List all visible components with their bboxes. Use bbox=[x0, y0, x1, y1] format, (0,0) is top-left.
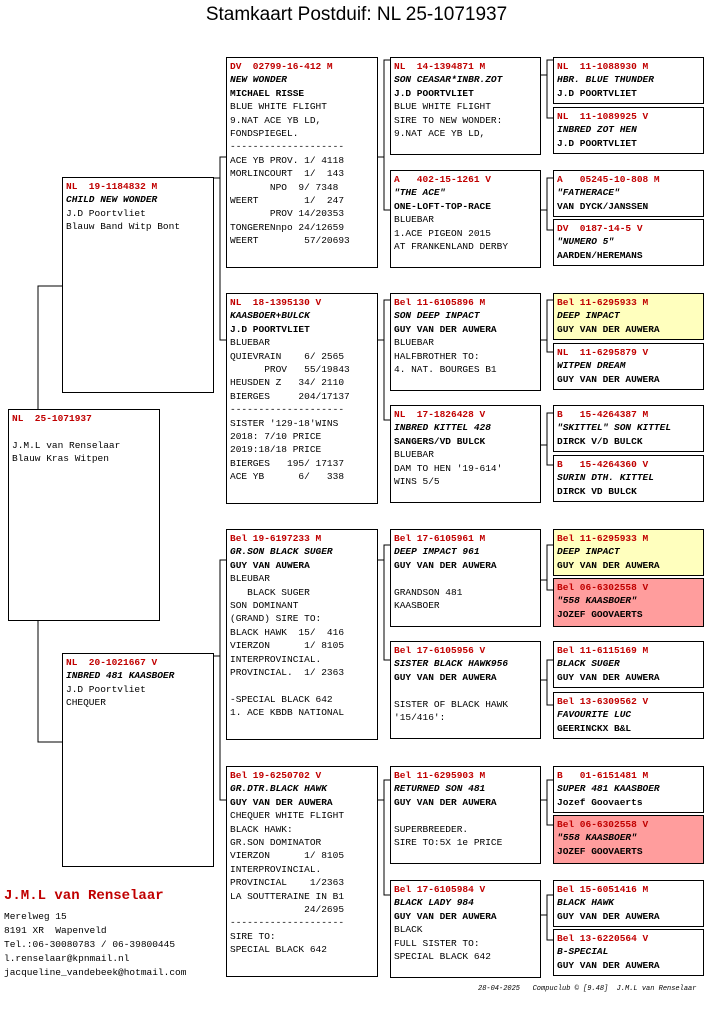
info-line: 1.ACE PIGEON 2015 bbox=[394, 227, 491, 239]
footer-credit: 28-04-2025 Compuclub © [9.48] J.M.L van Renselaar bbox=[478, 985, 697, 993]
info-line bbox=[394, 809, 537, 822]
info-line: BLUEBAR bbox=[394, 337, 434, 349]
gg-grandparent-card bbox=[553, 815, 704, 864]
ancestor-ring: A 05245-10-808 M bbox=[557, 174, 660, 185]
ancestor-name: B-SPECIAL bbox=[557, 946, 609, 958]
ancestor-owner: GUY VAN DER AUWERA bbox=[394, 796, 497, 808]
ancestor-ring: B 15-4264360 V bbox=[557, 459, 649, 470]
ancestor-owner: GUY VAN DER AUWERA bbox=[557, 323, 660, 335]
ancestor-name: DEEP INPACT bbox=[557, 546, 620, 558]
info-line: ACE YB PROV. 1/ 4118 bbox=[230, 154, 345, 166]
great-grandparent-card bbox=[390, 57, 541, 155]
grandparent-card bbox=[226, 766, 378, 977]
info-line: (GRAND) SIRE TO: bbox=[230, 613, 322, 625]
info-line: PROV 14/20353 bbox=[230, 208, 345, 220]
info-line: BLUE WHITE FLIGHT bbox=[394, 101, 491, 113]
gg-grandparent-card bbox=[553, 529, 704, 576]
ancestor-name: "NUMERO 5" bbox=[557, 236, 615, 248]
great-grandparent-card bbox=[390, 293, 541, 391]
info-line: INTERPROVINCIAL. bbox=[230, 653, 322, 665]
ancestor-name: BLACK SUGER bbox=[557, 658, 620, 670]
breeder-address: Merelweg 15 bbox=[4, 911, 67, 922]
ancestor-ring: DV 0187-14-5 V bbox=[557, 223, 643, 234]
ancestor-owner: GUY VAN DER AUWERA bbox=[557, 559, 660, 571]
ancestor-owner: DIRCK VD BULCK bbox=[557, 485, 637, 497]
grandparent-ring: DV 02799-16-412 M bbox=[230, 61, 333, 72]
ancestor-ring: Bel 11-6295933 M bbox=[557, 297, 649, 308]
ancestor-name: "558 KAASBOER" bbox=[557, 595, 637, 607]
info-line: KAASBOER bbox=[394, 600, 440, 612]
ancestor-ring: Bel 06-6302558 V bbox=[557, 819, 649, 830]
info-line: SIRE TO NEW WONDER: bbox=[394, 114, 503, 126]
breeder-name: J.M.L van Renselaar bbox=[4, 888, 164, 904]
gg-grandparent-card bbox=[553, 641, 704, 688]
ancestor-name: "SKITTEL" SON KITTEL bbox=[557, 422, 672, 434]
ancestor-owner: GUY VAN DER AUWERA bbox=[557, 671, 660, 683]
ancestor-ring: NL 11-1089925 V bbox=[557, 111, 649, 122]
ancestor-name: SURIN DTH. KITTEL bbox=[557, 472, 654, 484]
gg-grandparent-card bbox=[553, 219, 704, 266]
ancestor-ring: B 15-4264387 M bbox=[557, 409, 649, 420]
grandparent-owner: MICHAEL RISSE bbox=[230, 87, 305, 99]
ancestor-ring: Bel 06-6302558 V bbox=[557, 582, 649, 593]
info-line: WEERT 57/20693 bbox=[230, 235, 350, 247]
grandparent-ring: Bel 19-6197233 M bbox=[230, 533, 322, 544]
ancestor-name: INBRED ZOT HEN bbox=[557, 124, 637, 136]
ancestor-name: "558 KAASBOER" bbox=[557, 832, 637, 844]
ancestor-name: "THE ACE" bbox=[394, 187, 446, 199]
info-line bbox=[394, 684, 537, 697]
info-line: BIERGES 195/ 17137 bbox=[230, 457, 345, 469]
gg-grandparent-card bbox=[553, 170, 704, 217]
info-line: DAM TO HEN '19-614' bbox=[394, 462, 503, 474]
dam-owner: J.D Poortvliet bbox=[66, 683, 146, 695]
great-grandparent-card bbox=[390, 405, 541, 503]
info-line: PROVINCIAL. 1/ 2363 bbox=[230, 667, 345, 679]
sire-ring: NL 19-1184832 M bbox=[66, 181, 158, 192]
ancestor-ring: Bel 13-6220564 V bbox=[557, 933, 649, 944]
ancestor-ring: B 01-6151481 M bbox=[557, 770, 649, 781]
info-line: LA SOUTTERAINE IN B1 bbox=[230, 890, 345, 902]
info-line: TONGERENnpo 24/12659 bbox=[230, 221, 345, 233]
breeder-postcode: 8191 XR Wapenveld bbox=[4, 925, 107, 936]
ancestor-owner: J.D POORTVLIET bbox=[557, 87, 637, 99]
info-line: WEERT 1/ 247 bbox=[230, 195, 345, 207]
ancestor-name: DEEP INPACT bbox=[557, 310, 620, 322]
ancestor-owner: GUY VAN DER AUWERA bbox=[394, 910, 497, 922]
gg-grandparent-card bbox=[553, 692, 704, 739]
info-line: BLEUBAR bbox=[230, 573, 270, 585]
ancestor-name: SON CEASAR*INBR.ZOT bbox=[394, 74, 503, 86]
info-line: '15/416': bbox=[394, 712, 446, 724]
info-line: WINS 5/5 bbox=[394, 476, 440, 488]
info-line: ACE YB 6/ 338 bbox=[230, 471, 345, 483]
info-line: BLUEBAR bbox=[394, 449, 434, 461]
ancestor-ring: Bel 17-6105984 V bbox=[394, 884, 486, 895]
ancestor-name: "FATHERACE" bbox=[557, 187, 620, 199]
info-line: 9.NAT ACE YB LD, bbox=[230, 114, 322, 126]
gg-grandparent-card bbox=[553, 343, 704, 390]
ancestor-ring: Bel 13-6309562 V bbox=[557, 696, 649, 707]
ancestor-name: SISTER BLACK HAWK956 bbox=[394, 658, 509, 670]
info-line: SISTER OF BLACK HAWK bbox=[394, 698, 509, 710]
info-line: BIERGES 204/17137 bbox=[230, 390, 350, 402]
breeder-phone: Tel.:06-30080783 / 06-39800445 bbox=[4, 939, 176, 950]
ancestor-owner: GUY VAN DER AUWERA bbox=[557, 910, 660, 922]
ancestor-name: HBR. BLUE THUNDER bbox=[557, 74, 654, 86]
dam-name: INBRED 481 KAASBOER bbox=[66, 670, 175, 682]
grandparent-name: NEW WONDER bbox=[230, 74, 288, 86]
gg-grandparent-card bbox=[553, 578, 704, 627]
gg-grandparent-card bbox=[553, 880, 704, 927]
info-line: BLACK HAWK: bbox=[230, 823, 293, 835]
info-line: AT FRANKENLAND DERBY bbox=[394, 241, 509, 253]
info-line: VIERZON 1/ 8105 bbox=[230, 850, 345, 862]
info-line: QUIEVRAIN 6/ 2565 bbox=[230, 350, 345, 362]
ancestor-owner: ONE-LOFT-TOP-RACE bbox=[394, 200, 491, 212]
info-line: 2019:18/18 PRICE bbox=[230, 444, 322, 456]
ancestor-ring: Bel 17-6105961 M bbox=[394, 533, 486, 544]
ancestor-owner: GUY VAN DER AUWERA bbox=[557, 373, 660, 385]
grandparent-owner: J.D POORTVLIET bbox=[230, 323, 310, 335]
info-line: BLUE WHITE FLIGHT bbox=[230, 101, 327, 113]
info-line: HALFBROTHER TO: bbox=[394, 350, 480, 362]
breeder-info bbox=[4, 888, 224, 980]
ancestor-owner: GUY VAN DER AUWERA bbox=[394, 323, 497, 335]
grandparent-card bbox=[226, 57, 378, 268]
info-line: SON DOMINANT bbox=[230, 600, 299, 612]
info-line: INTERPROVINCIAL. bbox=[230, 863, 322, 875]
ancestor-owner: GEERINCKX B&L bbox=[557, 722, 632, 734]
ancestor-name: BLACK HAWK bbox=[557, 897, 615, 909]
ancestor-owner: DIRCK V/D BULCK bbox=[557, 435, 643, 447]
ancestor-owner: JOZEF GOOVAERTS bbox=[557, 845, 643, 857]
ancestor-ring: NL 14-1394871 M bbox=[394, 61, 486, 72]
ancestor-ring: Bel 15-6051416 M bbox=[557, 884, 649, 895]
page-title: Stamkaart Postduif: NL 25-1071937 bbox=[205, 4, 508, 25]
great-grandparent-card bbox=[390, 170, 541, 268]
info-line: CHEQUER WHITE FLIGHT bbox=[230, 810, 345, 822]
sire-card bbox=[62, 177, 214, 393]
ancestor-owner: J.D POORTVLIET bbox=[394, 87, 474, 99]
info-line: 2018: 7/10 PRICE bbox=[230, 431, 322, 443]
ancestor-owner: VAN DYCK/JANSSEN bbox=[557, 200, 649, 212]
info-line bbox=[230, 679, 374, 692]
dam-card bbox=[62, 653, 214, 867]
great-grandparent-card bbox=[390, 529, 541, 627]
ancestor-name: FAVOURITE LUC bbox=[557, 709, 632, 721]
info-line: 24/2695 bbox=[230, 904, 345, 916]
ancestor-owner: GUY VAN DER AUWERA bbox=[394, 559, 497, 571]
info-line: 9.NAT ACE YB LD, bbox=[394, 128, 486, 140]
ancestor-name: BLACK LADY 984 bbox=[394, 897, 474, 909]
info-line: BLACK SUGER bbox=[230, 586, 310, 598]
breeder-email: l.renselaar@kpnmail.nl bbox=[4, 953, 130, 964]
subject-owner: J.M.L van Renselaar bbox=[12, 439, 121, 451]
ancestor-owner: GUY VAN DER AUWERA bbox=[557, 959, 660, 971]
gg-grandparent-card bbox=[553, 293, 704, 340]
info-line: VIERZON 1/ 8105 bbox=[230, 640, 345, 652]
info-line: SIRE TO:5X 1e PRICE bbox=[394, 837, 503, 849]
breeder-email: jacqueline_vandebeek@hotmail.com bbox=[4, 967, 187, 978]
ancestor-ring: NL 17-1826428 V bbox=[394, 409, 486, 420]
info-line: BLUEBAR bbox=[230, 337, 270, 349]
gg-grandparent-card bbox=[553, 405, 704, 452]
sire-info: Blauw Band Witp Bont bbox=[66, 221, 181, 233]
gg-grandparent-card bbox=[553, 929, 704, 976]
gg-grandparent-card bbox=[553, 455, 704, 502]
sire-owner: J.D Poortvliet bbox=[66, 207, 146, 219]
info-line bbox=[394, 572, 537, 585]
info-line: SISTER '129-18'WINS bbox=[230, 417, 339, 429]
info-line: -------------------- bbox=[230, 141, 345, 153]
info-line: GR.SON DOMINATOR bbox=[230, 837, 322, 849]
info-line: BLACK HAWK 15/ 416 bbox=[230, 626, 345, 638]
ancestor-ring: A 402-15-1261 V bbox=[394, 174, 491, 185]
ancestor-ring: Bel 11-6115169 M bbox=[557, 645, 649, 656]
ancestor-ring: NL 11-1088930 M bbox=[557, 61, 649, 72]
great-grandparent-card bbox=[390, 880, 541, 978]
info-line: -------------------- bbox=[230, 917, 345, 929]
ancestor-ring: NL 11-6295879 V bbox=[557, 347, 649, 358]
info-line: FULL SISTER TO: bbox=[394, 937, 480, 949]
info-line: MORLINCOURT 1/ 143 bbox=[230, 168, 345, 180]
ancestor-ring: Bel 11-6105896 M bbox=[394, 297, 486, 308]
grandparent-name: GR.SON BLACK SUGER bbox=[230, 546, 333, 558]
info-line: -SPECIAL BLACK 642 bbox=[230, 693, 333, 705]
grandparent-ring: NL 18-1395130 V bbox=[230, 297, 322, 308]
subject-ring: NL 25-1071937 bbox=[12, 413, 92, 424]
ancestor-owner: Jozef Goovaerts bbox=[557, 796, 643, 808]
info-line: PROVINCIAL 1/2363 bbox=[230, 877, 345, 889]
subject-card bbox=[8, 409, 160, 621]
grandparent-card bbox=[226, 293, 378, 504]
grandparent-owner: GUY VAN AUWERA bbox=[230, 559, 310, 571]
gg-grandparent-card bbox=[553, 57, 704, 104]
grandparent-ring: Bel 19-6250702 V bbox=[230, 770, 322, 781]
info-line: -------------------- bbox=[230, 404, 345, 416]
grandparent-owner: GUY VAN DER AUWERA bbox=[230, 796, 333, 808]
ancestor-name: SON DEEP INPACT bbox=[394, 310, 480, 322]
info-line: SPECIAL BLACK 642 bbox=[394, 951, 491, 963]
ancestor-name: RETURNED SON 481 bbox=[394, 783, 486, 795]
dam-ring: NL 20-1021667 V bbox=[66, 657, 158, 668]
gg-grandparent-card bbox=[553, 107, 704, 154]
ancestor-ring: Bel 11-6295903 M bbox=[394, 770, 486, 781]
ancestor-name: DEEP IMPACT 961 bbox=[394, 546, 480, 558]
info-line: SIRE TO: bbox=[230, 930, 276, 942]
ancestor-owner: J.D POORTVLIET bbox=[557, 137, 637, 149]
ancestor-owner: SANGERS/VD BULCK bbox=[394, 435, 486, 447]
info-line: BLACK bbox=[394, 924, 423, 936]
info-line: 4. NAT. BOURGES B1 bbox=[394, 364, 497, 376]
subject-color: Blauw Kras Witpen bbox=[12, 453, 109, 465]
info-line: GRANDSON 481 bbox=[394, 586, 463, 598]
ancestor-owner: GUY VAN DER AUWERA bbox=[394, 671, 497, 683]
info-line: NPO 9/ 7348 bbox=[230, 181, 339, 193]
ancestor-ring: Bel 17-6105956 V bbox=[394, 645, 486, 656]
ancestor-owner: JOZEF GOOVAERTS bbox=[557, 608, 643, 620]
info-line: SPECIAL BLACK 642 bbox=[230, 944, 327, 956]
great-grandparent-card bbox=[390, 641, 541, 739]
dam-info: CHEQUER bbox=[66, 697, 106, 709]
info-line: PROV 55/19843 bbox=[230, 364, 350, 376]
great-grandparent-card bbox=[390, 766, 541, 864]
info-line: BLUEBAR bbox=[394, 214, 434, 226]
info-line: HEUSDEN Z 34/ 2110 bbox=[230, 377, 345, 389]
ancestor-ring: Bel 11-6295933 M bbox=[557, 533, 649, 544]
info-line: FONDSPIEGEL. bbox=[230, 128, 299, 140]
grandparent-name: GR.DTR.BLACK HAWK bbox=[230, 783, 327, 795]
gg-grandparent-card bbox=[553, 766, 704, 813]
ancestor-owner: AARDEN/HEREMANS bbox=[557, 249, 643, 261]
ancestor-name: SUPER 481 KAASBOER bbox=[557, 783, 660, 795]
grandparent-card bbox=[226, 529, 378, 740]
ancestor-name: WITPEN DREAM bbox=[557, 360, 626, 372]
ancestor-name: INBRED KITTEL 428 bbox=[394, 422, 491, 434]
grandparent-name: KAASBOER+BULCK bbox=[230, 310, 310, 322]
info-line: SUPERBREEDER. bbox=[394, 823, 469, 835]
info-line: 1. ACE KBDB NATIONAL bbox=[230, 707, 345, 719]
sire-name: CHILD NEW WONDER bbox=[66, 194, 158, 206]
